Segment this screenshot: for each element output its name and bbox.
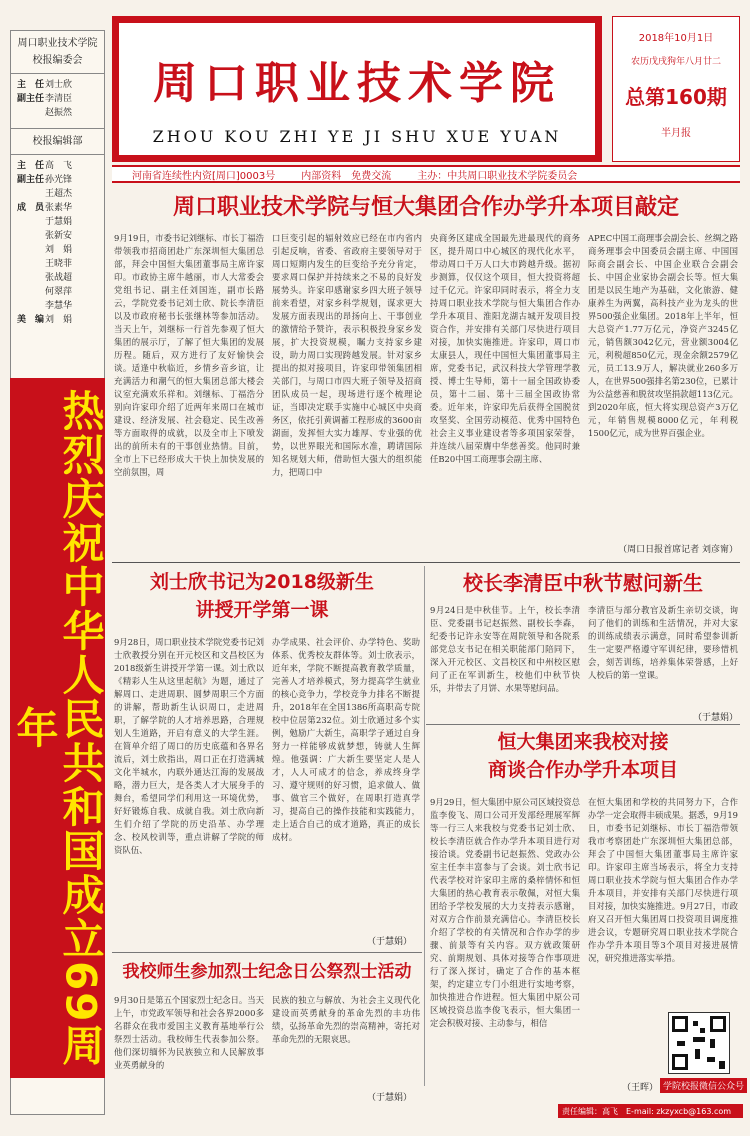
editor-row [11, 229, 104, 243]
newspaper-title-pinyin: ZHOU KOU ZHI YE JI SHU XUE YUAN [152, 127, 562, 146]
editor-row [11, 243, 104, 257]
footer-contact: 责任编辑：高飞 E-mail: zkzyxcb@163.com [558, 1104, 743, 1118]
article1-col1: 9月19日，市委书记刘继标、市长丁福浩带领我市招商团赴广东深圳恒大集团总部，拜会中国恒大集团董事局主席许家印。市政协主席牛越丽，市人大常委会党组书记、副主任刘国连，副市长路云，学院党委书记刘士欣、院长李清臣以及市政府秘书长张继林等参加活动。当天上午，刘继标一行首先参观了恒大集团的展示厅，了解了恒大集团的发展历程。随后，双方进行了友好愉快会谈。适逢中秋临近，乡情乡音乡谊，让充满活力和潮气的恒大集团总部大楼会议室充满欢乐祥和。刘继标、丁福浩分别向许家印介绍了近两年来周口在城市建设、经济发展、社会稳定、民生改善等方面取得的成就，以及全市上下喷发出的前所未有的干事创业热情。目前，全市上下已经形成大干快上加快发展的空前氛围，周 [114, 233, 264, 477]
article3-col2: 李清臣与部分教官及新生亲切交谈，询问了他们的训练和生活情况，并对大家的训练成绩表示满意，同时希望参训新生一定要严格遵守军训纪律，要珍惜机会，刻苦训练，培养集体荣誉感，上好人校后的第一堂课。 [588, 605, 738, 680]
celebration-banner: 热烈庆祝中华人民共和国成立69周年 [10, 378, 105, 1078]
publication-info-bar [112, 165, 740, 183]
editor-role: 副主任 [17, 175, 45, 185]
editor-row [11, 159, 104, 173]
editor-row [11, 187, 104, 201]
article5-byline: （于慧娟） [366, 1093, 412, 1103]
article5-headline: 我校师生参加烈士纪念日公祭烈士活动 [122, 962, 412, 982]
committee-row [11, 92, 104, 106]
registration-number: 河南省连续性内资[周口]0003号 [132, 170, 276, 182]
article3-headline: 校长李清臣中秋节慰问新生 [463, 571, 703, 595]
editor-name: 张战超 [45, 273, 73, 283]
article3-col1: 9月24日是中秋佳节。上午，校长李清臣、党委副书记赵振然、副校长李森，纪委书记许永安等在周院领导和各院系部党总支书记在相关职能部门陪同下，深入开元校区、文昌校区和中州校区慰问了正在军训新生，校他们中秋节快乐，并带去了月饼、水果等慰问品。 [430, 605, 580, 693]
lunar-date: 农历戊戌狗年八月廿二 [630, 57, 721, 67]
editor-row [11, 215, 104, 229]
article2-byline: （于慧娟） [366, 937, 412, 947]
article4-headline-line2: 商谈合作办学升本项目 [487, 759, 678, 781]
frequency: 半月报 [661, 128, 691, 139]
editor-name: 于慧娟 [45, 217, 73, 227]
article4-byline: （王晖） [621, 1083, 658, 1093]
editor-role: 美 编 [17, 315, 45, 325]
article2-col2: 办学成果、社会评价、办学特色、奖助体系、优秀校友群体等。刘士欣表示，近年来，学院不断提高教育教学质量，完善人才培养模式，努力提高学生就业的核心竞争力，学校竞争力排名不断提升，2018年在全国1386所高职高专院校中位居第232位。刘士欣通过多个实例，勉励广大新生，高职学子通过自身努力一样能够成就梦想，铸就人生辉煌。他强调：广大新生要坚定人是人才，人人可成才的信念，养成终身学习、遵守规则的好习惯，追求做人、做事、做官三个做好，在周职打造真学习，提高自己的操作技能和实践能力，走上适合自己的成才道路，真正的成长成材。 [272, 637, 420, 842]
wechat-qr-code[interactable] [668, 1012, 730, 1074]
article1-col2: 口巨变引起的辐射效应已经在市内省内引起反响，省委、省政府主要领导对于周口短期内发生的巨变给予充分肯定，要求周口保护并持续来之不易的良好发展势头。许家印感谢家乡四大班子领导前来看望，对家乡科学规划，谋求更大发展方面表现出的昂扬向上、干事创业的激情给予赞许，表示积极投身家乡发展，扩大投资规模，瞩力支持家乡建设，助力周口实现跨越发展。针对家乡提出的拟对接项目，许家印带领集团相关部门，与周口市四大班子领导及招商团队成员一起，现场进行逐个梳理论证，当即决定联手实施中心城区中央商务区，依托引黄调蓄工程形成的3600亩湖面，发挥恒大实力雄厚、专业强的优势，以世界眼光和国际水准，聘请国际知名规划大师，借助恒大强大的组织能力，把周口中 [272, 233, 422, 477]
editor-row [11, 201, 104, 215]
editor-row [11, 173, 104, 187]
article2-headline-line2: 讲授开学第一课 [195, 599, 329, 621]
article1-col3: 央商务区建成全国最先进最现代的商务区，提升周口中心城区的现代化水平，带动周口千万人口大市跨越升级。据初步测算，仅仅这个项目，恒大投资将超过千亿元。许家印同时表示，将全力支持周口职业技术学院与恒大集团合作办学升本项目、淮阳龙湖古城开发项目投资合作，并安排有关部门尽快进行项目对接，加快实施推进。许家印，周口市太康县人，现任中国恒大集团董事局主席，党委书记，武汉科技大学管理学教授、博士生导师，第十一届全国政协委员，第十二届、第十三届全国政协常委。近年来，许家印先后获得全国脱贫攻坚奖、全国劳动模范、优秀中国特色社会主义事业建设者等多项国家荣誉，并连续八届荣膺中华慈善奖。他同时兼任B20中国工商理事会副主席、 [430, 233, 580, 464]
article1-col4: APEC中国工商理事会副会长、丝绸之路商务理事会中国委员会副主席、中国国际商会副会长、中国企业联合会副会长、中国企业家协会副会长等。恒大集团是以民生地产为基础，文化旅游、健康养生为两翼，高科技产业为龙头的世界500强企业集团。2018年上半年，恒大总资产1.77万亿元，净资产3245亿元，销售额3042亿元，营业额3004亿元，利税超850亿元，现金余额2579亿元，员工13.9万人，解决就业260多万人，在世界500强排名第230位，已累计为公益慈善和脱贫攻坚捐款超113亿元。到2020年底，恒大将实现总资产3万亿元，年销售规模8000亿元，年利税1500亿元，成为世界百强企业。 [588, 233, 738, 438]
editor-name: 张新安 [45, 231, 73, 241]
qr-label: 学院校报微信公众号 [660, 1078, 747, 1093]
article5-col1: 9月30日是第五个国家烈士纪念日。当天上午，市党政军领导和社会各界2000多名群众在我市爱国主义教育基地举行公祭烈士活动。我校师生代表参加公祭。他们深切缅怀为民族独立和人民解放事业英勇献身的 [114, 995, 264, 1070]
editor-name: 刘 娟 [45, 245, 73, 255]
committee-name: 赵振然 [45, 108, 73, 118]
committee-role: 主 任 [17, 80, 45, 90]
article1-byline: （周口日报首席记者 刘彦甯） [618, 545, 738, 555]
sidebar-editorial-title: 校报编辑部 [32, 136, 83, 147]
editor-row [11, 271, 104, 285]
article4-headline-line1: 恒大集团来我校对接 [497, 731, 669, 753]
issue-date: 2018年10月1日 [638, 33, 714, 44]
distribution-note: 内部资料 免费交流 [301, 170, 392, 182]
editor-name: 高 飞 [45, 161, 73, 171]
newspaper-title: 周口职业技术学院 [153, 58, 561, 109]
article5-col2: 民族的独立与解放、为社会主义现代化建设而英勇献身的革命先烈的丰功伟绩，弘扬革命先烈的崇高精神，寄托对革命先烈的无限哀思。 [272, 995, 420, 1044]
editor-name: 张素华 [45, 203, 73, 213]
committee-row [11, 106, 104, 120]
sidebar-school-name: 周口职业技术学院 [17, 38, 98, 49]
editor-role: 成 员 [17, 203, 45, 213]
article4-col2: 在恒大集团和学校的共同努力下，合作办学一定会取得丰硕成果。据悉，9月19日，市委书记刘继标、市长丁福浩带领我市考察团赴广东深圳恒大集团总部，拜会了中国恒大集团董事局主席许家印。许家印主席当场表示，将全力支持周口职业技术学院与恒大集团合作办学升本项目，并安排有关部门尽快进行项目对接，加快实施推进。9月27日，市政府又召开恒大集团周口投资项目调度推进会议，专题研究周口职业技术学院合作办学升本项目等3个项目对接进展情况，研究推进落实举措。 [588, 797, 738, 963]
article2-col1: 9月28日，周口职业技术学院党委书记刘士欣教授分别在开元校区和文昌校区为2018级新生讲授开学第一课。刘士欣以《精彩人生从这里起航》为题，通过了解周口、走进周职、圆梦周职三个方面的讲解，帮助新生认识周口，走进周职，了解学院的人才培养思路，合理规划人生道路，开启有意义的大学生涯。在简单介绍了周口的历史底蕴和各界名流后，刘士欣指出，周口正在打造满城文化半城水，内联外通达江海的发展战略，潜力巨大，是各类人才大展身手的舞台，希望同学们利用这一环境优势，好好锻炼自我、成就自我。刘士欣向新生们介绍了学院的历史沿革、办学理念、校风校训等，重点讲解了学院的师资队伍、 [114, 637, 264, 855]
committee-role: 副主任 [17, 94, 45, 104]
editors-list [11, 159, 104, 327]
article3-byline: （于慧娟） [692, 713, 738, 723]
editor-role: 主 任 [17, 161, 45, 171]
masthead [118, 22, 596, 156]
editor-row [11, 285, 104, 299]
editor-name: 何翠萍 [45, 287, 73, 297]
sidebar-committee-title: 校报编委会 [32, 55, 83, 66]
editor-row [11, 257, 104, 271]
article1-headline: 周口职业技术学院与恒大集团合作办学升本项目敲定 [172, 195, 679, 220]
publisher: 主办：中共周口职业技术学院委员会 [417, 170, 578, 182]
article2-headline-line1: 刘士欣书记为2018级新生 [150, 571, 374, 593]
committee-name: 李清臣 [45, 94, 73, 104]
editor-name: 孙光锋 [45, 175, 73, 185]
editor-name: 刘 娟 [45, 315, 73, 325]
committee-name: 刘士欣 [45, 80, 73, 90]
issue-info-box [612, 16, 740, 162]
committee-row [11, 78, 104, 92]
committee-list [11, 78, 104, 120]
editor-name: 王晓菲 [45, 259, 73, 269]
editor-row [11, 313, 104, 327]
issue-number: 总第160期 [625, 85, 727, 109]
editor-name: 王超杰 [45, 189, 73, 199]
article4-col1: 9月29日，恒大集团中原公司区域投资总监李俊飞、周口公司开发部经理展军辉等一行三人来我校与党委书记刘士欣、校长李清臣就合作办学升本项目进行对接洽谈。党委副书记赵振然、党政办公室主任李丰富参与了会谈。刘士欣书记代表学校对许家印主席的桑梓情怀和恒大集团的热心教育表示敬佩，对恒大集团给予学校发展的大力支持表示感谢，对双方合作前景充满信心。李清臣校长介绍了学校的有关情况和合作办学的步骤、前景等有关内容。双方就政策研究、前期规划、具体对接等合作事项进行了深入探讨，确定了合作的基本框架，约定建立专门小组进行实地考察，加快推进合作进程。恒大集团中原公司区域投资总监李俊飞表示，恒大集团一定会积极对接、主动参与，相信 [430, 797, 580, 1028]
editor-name: 李慧华 [45, 301, 73, 311]
editor-row [11, 299, 104, 313]
